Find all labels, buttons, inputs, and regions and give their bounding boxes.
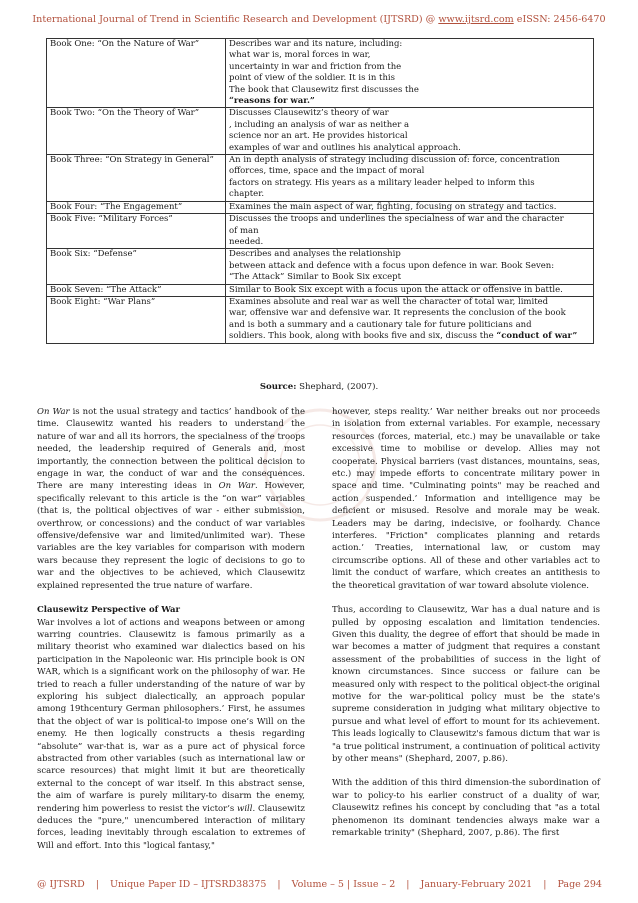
description-line: point of view of the soldier. It is in this	[229, 73, 395, 84]
book-title-cell: Book Four: “The Engagement”	[47, 201, 226, 213]
journal-url-link[interactable]: www.ijtsrd.com	[438, 14, 514, 25]
paragraph: War involves a lot of actions and weapons between or among warring countries. Clausewitz is famous primarily as a military theorist who examined war dialectics based on his participation in the Napoleonic war. His principle book is ON WAR, which is a significant work on the philosophy of war. He tried to reach a fuller understanding of the nature of war by exploring his subject dialectically, an approach popular among 19thcentury German philosophers.’ First, he assumes that the object of war is political-to impose one’s Will on the enemy. He then logically constructs a thesis regarding “absolute” war-that is, war as a pure act of physical force abstracted from other variables (such as international law or scarce resources) that might limit it but are theoretically external to the concept of war itself. In this abstract sense, the aim of warfare is purely military-to disarm the enemy, rendering him powerless to resist the victor’s will. Clausewitz deduces the "pure," unencumbered interaction of military forces, leading inevitably through escalation to extremes of Will and effort. Into this "logical fantasy,"	[37, 617, 305, 851]
book-title-cell: Book Six: “Defense”	[47, 249, 226, 284]
section-heading: Clausewitz Perspective of War	[37, 605, 181, 616]
header-prefix: International Journal of Trend in Scientific Research and Development (IJTSRD) @	[32, 14, 439, 25]
book-description-cell	[226, 39, 594, 108]
book-description-cell	[226, 214, 594, 249]
description-line: soldiers. This book, along with books five and six, discuss the “conduct of war”	[229, 331, 578, 342]
table-row	[47, 39, 594, 108]
table-row	[47, 155, 594, 202]
bold-emphasis: “conduct of war”	[496, 331, 578, 342]
table-row	[47, 201, 594, 213]
description-line: needed.	[229, 236, 264, 247]
description-line: “The Attack” Similar to Book Six except	[229, 272, 402, 283]
description-line: and is both a summary and a cautionary tale for future politicians and	[229, 319, 532, 330]
description-line: The book that Clausewitz first discusses the	[229, 84, 419, 95]
source-label: Source:	[259, 382, 297, 392]
source-text: Shephard, (2007).	[296, 382, 379, 392]
bold-emphasis: “reasons for war.”	[229, 96, 315, 107]
description-line: Examines the main aspect of war, fighting, focusing on strategy and tactics.	[229, 201, 557, 212]
table-source	[0, 382, 638, 392]
description-line: what war is, moral forces in war,	[229, 50, 371, 61]
book-title-cell: Book Seven: “The Attack”	[47, 284, 226, 296]
description-line: Examines absolute and real war as well the character of total war, limited	[229, 296, 549, 307]
description-line: war, offensive war and defensive war. It represents the conclusion of the book	[229, 308, 566, 319]
book-title-cell: Book Two: “On the Theory of War”	[47, 108, 226, 155]
book-title-cell: Book Five: “Military Forces”	[47, 214, 226, 249]
book-description-cell	[226, 296, 594, 343]
paragraph: With the addition of this third dimension-the subordination of war to policy-to his earlier construct of a duality of war, Clausewitz refines his concept by concluding that "as a total phenomenon its dominant tendencies always make war a remarkable trinity" (Shephard, 2007, p.86). The first	[332, 778, 600, 838]
description-line: offorces, time, space and the impact of moral	[229, 166, 425, 177]
paragraph: however, steps reality.’ War neither breaks out nor proceeds in isolation from external variables. For example, necessary resources (forces, material, etc.) may be unavailable or take excessive time to mobilise or develop. Allies may not cooperate. Physical barriers (vast distances, mountains, seas, etc.) may impede efforts to concentrate military power in space and time. "Culminating points" may be reached and action suspended.’ Information and intelligence may be deficient or misused. Resolve and morale may be weak. Leaders may be daring, indecisive, or foolhardy. Chance interferes. "Friction" complicates planning and retards action.’ Treaties, international law, or custom may circumscribe options. All of these and other variables act to limit the conduct of warfare, which creates an antithesis to the theoretical gravitation of war toward absolute violence.	[332, 407, 600, 591]
book-description-cell	[226, 201, 594, 213]
book-title-cell: Book Three: “On Strategy in General”	[47, 155, 226, 202]
journal-header	[0, 14, 638, 25]
book-description-cell	[226, 284, 594, 296]
paragraph: Thus, according to Clausewitz, War has a dual nature and is pulled by opposing escalation and limitation tendencies. Given this duality, the degree of effort that should be made in war becomes a matter of judgment that requires a constant assessment of the probabilities of success in the light of known circumstances. Since success or failure can be measured only with respect to the political object-the original motive for the war-political policy must be the state's supreme consideration in judging what military objective to pursue and what level of effort to mount for its achievement. This leads logically to Clausewitz's famous dictum that war is "a true political instrument, a continuation of political activity by other means" (Shephard, 2007, p.86).	[332, 605, 600, 764]
description-line: between attack and defence with a focus upon defence in war. Book Seven:	[229, 260, 555, 271]
description-line: uncertainty in war and friction from the	[229, 61, 402, 72]
description-line: chapter.	[229, 189, 265, 200]
description-line: examples of war and outlines his analytical approach.	[229, 142, 461, 153]
left-column	[37, 406, 305, 864]
description-line: of man	[229, 225, 259, 236]
description-line: Describes and analyses the relationship	[229, 249, 401, 260]
footer-volume: Volume – 5 | Issue – 2	[291, 879, 396, 890]
paragraph: On War is not the usual strategy and tactics’ handbook of the time. Clausewitz wanted his readers to understand the nature of war and all its horrors, the specialness of the troops needed, the leadership required of Generals and, most importantly, the connection between the political decision to engage in war, the conduct of war and the consequences. There are many interesting ideas in On War. However, specifically relevant to this article is the “on war” variables (that is, the political objectives of war - either submission, overthrow, or concessions) and the conduct of war variables offensive/defensive war and limited/unlimited war). These variables are the key variables for comparison with modern wars because they represent the logic of decisions to go to war and the objectives to be achieved, which Clausewitz explained represented the true nature of warfare.	[37, 407, 305, 591]
description-line: An in depth analysis of strategy including discussion of: force, concentration	[229, 155, 560, 166]
header-suffix: eISSN: 2456-6470	[513, 14, 606, 25]
table-row	[47, 214, 594, 249]
description-line: , including an analysis of war as neither a	[229, 119, 410, 130]
book-title-cell: Book Eight: “War Plans”	[47, 296, 226, 343]
description-line: science nor an art. He provides historical	[229, 131, 408, 142]
books-table	[46, 38, 594, 344]
book-description-cell	[226, 155, 594, 202]
table-row	[47, 284, 594, 296]
description-line: Discusses Clausewitz’s theory of war	[229, 108, 389, 119]
book-title-cell: Book One: “On the Nature of War”	[47, 39, 226, 108]
table-row	[47, 296, 594, 343]
footer-journal: @ IJTSRD	[37, 879, 85, 890]
page-footer: @ IJTSRD | Unique Paper ID – IJTSRD38375 | Volume – 5 | Issue – 2 | January-February 2021 | Page 294	[37, 879, 602, 890]
footer-date: January-February 2021	[420, 879, 533, 890]
description-line: Similar to Book Six except with a focus upon the attack or offensive in battle.	[229, 284, 563, 295]
table-row	[47, 249, 594, 284]
description-line: Describes war and its nature, including:	[229, 39, 403, 49]
right-column	[332, 406, 600, 851]
book-description-cell	[226, 108, 594, 155]
footer-paper-id: Unique Paper ID – IJTSRD38375	[109, 879, 267, 890]
footer-page: Page 294	[557, 879, 602, 890]
description-line: Discusses the troops and underlines the specialness of war and the character	[229, 214, 564, 225]
table-row	[47, 108, 594, 155]
description-line: factors on strategy. His years as a military leader helped to inform this	[229, 177, 535, 188]
book-description-cell	[226, 249, 594, 284]
